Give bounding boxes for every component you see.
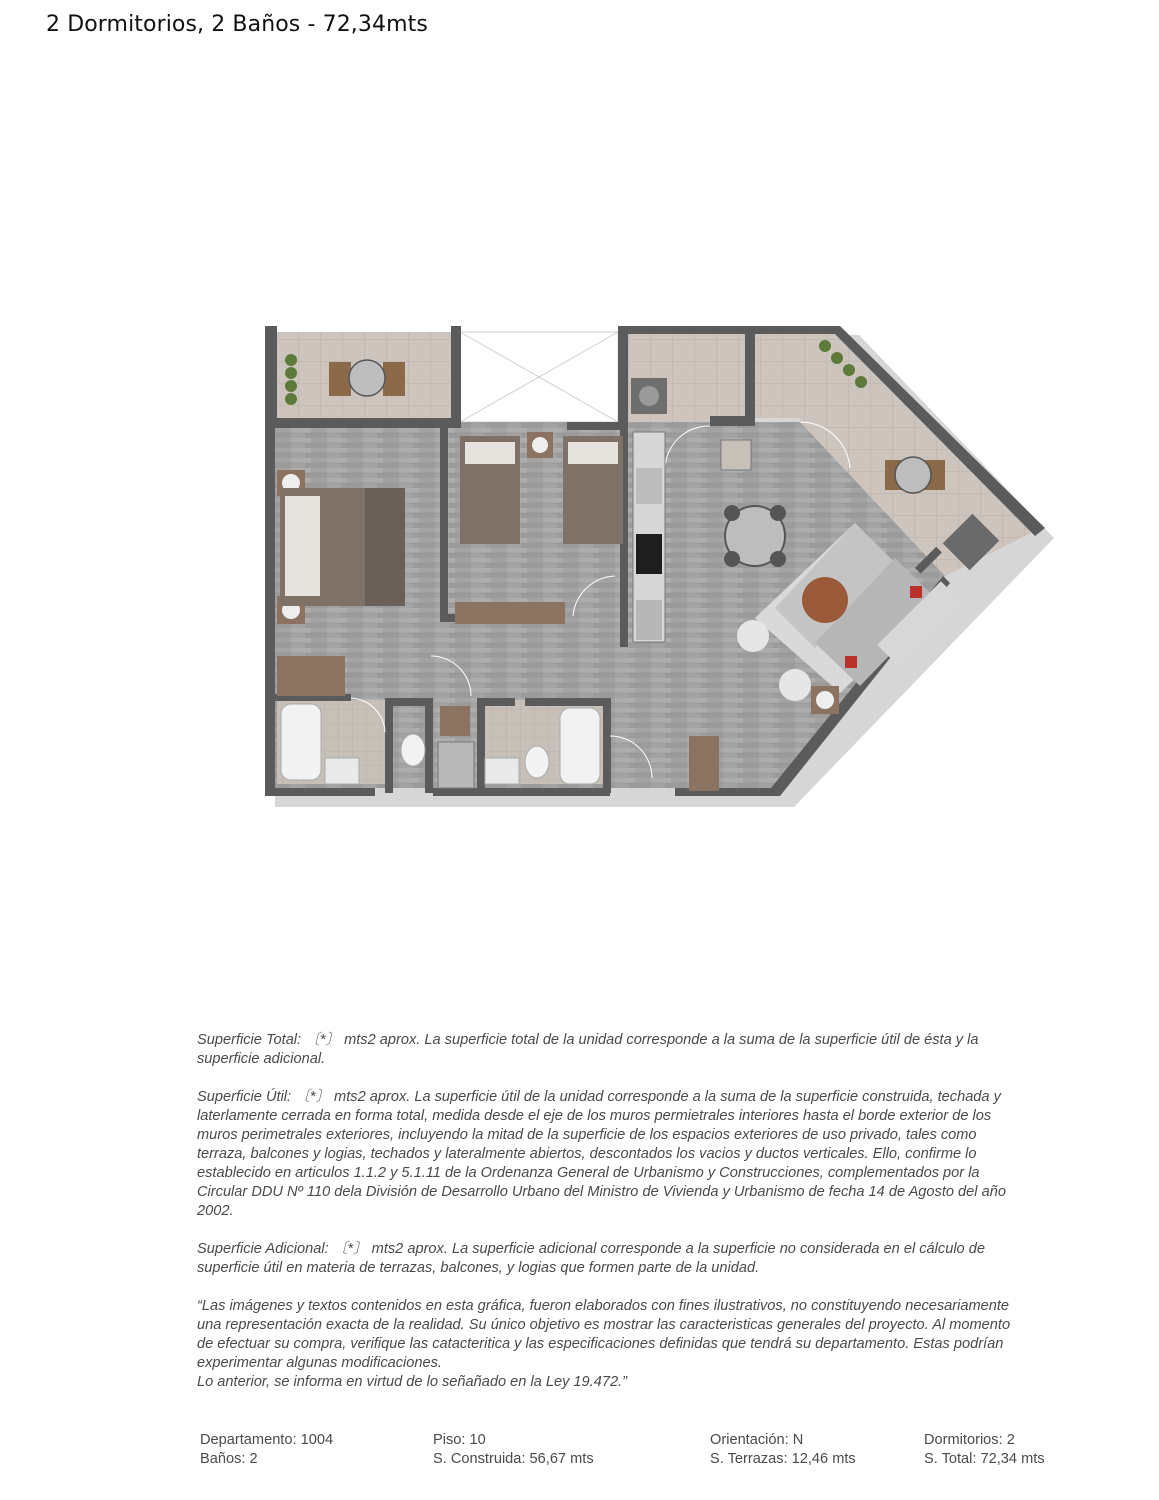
surface-notes bbox=[197, 1031, 1027, 1392]
facts-col-2 bbox=[433, 1431, 594, 1469]
storage-box bbox=[438, 742, 474, 788]
entry-closet bbox=[689, 736, 719, 791]
terrace-table-right bbox=[885, 457, 945, 493]
note-superficie-total: Superficie Total: 〔*〕 mts2 aprox. La superficie total de la unidad corresponde a la suma de la superficie útil de ésta y la superficie adicional. bbox=[197, 1032, 979, 1067]
washing-machine bbox=[631, 378, 667, 414]
side-table bbox=[721, 440, 751, 470]
wardrobe-second bbox=[455, 602, 565, 624]
terrace-table-left bbox=[329, 360, 405, 396]
facts-col-3 bbox=[710, 1431, 856, 1469]
fact-s-terrazas: S. Terrazas: 12,46 mts bbox=[710, 1451, 856, 1467]
fact-dormitorios: Dormitorios: 2 bbox=[924, 1432, 1015, 1448]
kitchen bbox=[633, 432, 665, 642]
note-superficie-adicional: Superficie Adicional: 〔*〕 mts2 aprox. La superficie adicional corresponde a la superficie no considerada en el cálculo de superficie útil en materia de terrazas, balcones, y logias que formen parte de la unidad. bbox=[197, 1241, 985, 1276]
fact-banos: Baños: 2 bbox=[200, 1451, 258, 1467]
fact-piso: Piso: 10 bbox=[433, 1432, 486, 1448]
dining-table bbox=[724, 505, 786, 567]
fact-s-total: S. Total: 72,34 mts bbox=[924, 1451, 1045, 1467]
facts-col-1 bbox=[200, 1431, 333, 1469]
hall-closet bbox=[440, 706, 470, 736]
note-disclaimer: “Las imágenes y textos contenidos en esta gráfica, fueron elaborados con fines ilustrativos, no constituyendo necesariamente una representación exacta de la realidad. Su único objetivo es mostrar las caracteristicas generales del proyecto. Al momento de efectuar su compra, verifique las catacteritica y las especificaciones definidas que tendrá su departamento. Estas podrían experimentar algunas modificaciones. Lo anterior, se informa en virtud de lo señañado en la Ley 19.472.” bbox=[197, 1298, 1011, 1390]
fact-s-construida: S. Construida: 56,67 mts bbox=[433, 1451, 594, 1467]
fact-orientacion: Orientación: N bbox=[710, 1432, 804, 1448]
facts-col-4 bbox=[924, 1431, 1045, 1469]
page-title: 2 Dormitorios, 2 Baños - 72,34mts bbox=[46, 12, 428, 37]
wardrobe-master bbox=[277, 656, 345, 696]
fact-departamento: Departamento: 1004 bbox=[200, 1432, 334, 1448]
master-bed bbox=[277, 470, 405, 624]
note-superficie-util: Superficie Útil: 〔*〕 mts2 aprox. La superficie útil de la unidad corresponde a la suma de la superficie construida, techada y laterlamente cerrada en forma total, medida desde el eje de los muros permietrales interiores hasta el borde exterior de los muros perimetrales exteriores, incluyendo la mitad de la superficie de los espacios exteriores de uso privado, tales como terraza, balcones y logias, techados y lateralmente abiertos, descontados los vacios y ductos verticales. Ello, confirme lo establecido en articulos 1.1.2 y 5.1.11 de la Ordenanza General de Urbanismo y Construcciones, complementados por la Circular DDU Nº 110 dela División de Desarrollo Urbano del Ministro de Vivienda y Urbanismo de fecha 14 de Agosto del año 2002. bbox=[197, 1089, 1006, 1219]
floor-plan bbox=[255, 318, 1055, 808]
